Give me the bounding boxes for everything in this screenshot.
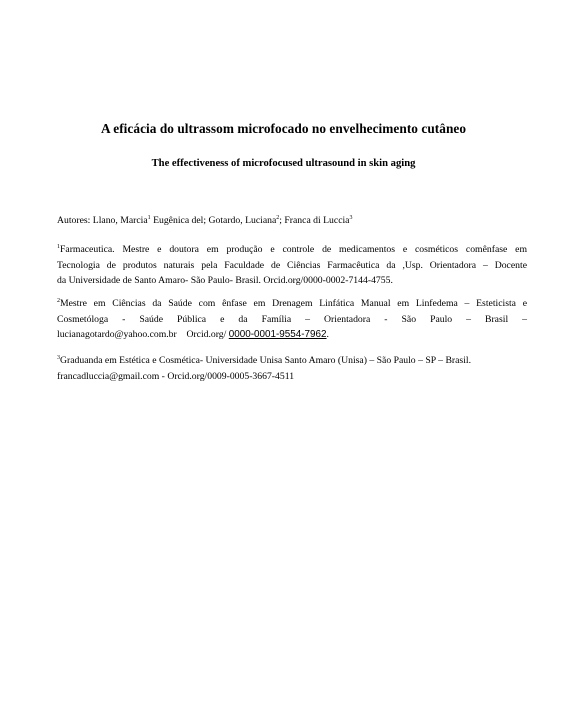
author-2-superscript: 2 <box>276 215 280 221</box>
authors-part-3: ; Franca di Luccia <box>279 215 350 226</box>
affiliation-2-line-2: Cosmetóloga - Saúde Pública e da Família – Orientadora - São Paulo – Brasil – <box>57 313 527 325</box>
authors-part-2: Eugênica del; Gotardo, Luciana <box>150 215 277 226</box>
affiliation-2-line-3 <box>57 327 527 343</box>
affiliation-2-text-1: Mestre em Ciências da Saúde com ênfase em Drenagem Linfática Manual em Linfedema – Esteticista e <box>60 298 527 309</box>
affiliation-3-line-2: francadluccia@gmail.com - Orcid.org/0009-0005-3667-4511 <box>57 370 295 382</box>
orcid-link[interactable]: 0000-0001-9554-7962 <box>228 329 327 340</box>
paper-title: A eficácia do ultrassom microfocado no envelhecimento cutâneo <box>100 121 467 136</box>
affiliation-1-superscript: 1 <box>57 244 60 250</box>
affiliation-1-line-2: Tecnologia de produtos naturais pela Faculdade de Ciências Farmacêutica da ,Usp. Orientadora – Docente <box>57 259 527 271</box>
authors-prefix: Autores: Llano, Marcia <box>57 215 148 226</box>
affiliation-2-superscript: 2 <box>57 298 60 304</box>
affiliation-3-superscript: 3 <box>57 355 60 361</box>
paper-subtitle-english: The effectiveness of microfocused ultrasound in skin aging <box>151 158 416 169</box>
affiliation-3 <box>57 353 527 384</box>
affiliation-2-line-1 <box>57 296 527 312</box>
affiliation-3-line-1 <box>57 353 527 369</box>
author-1-superscript: 1 <box>147 215 151 221</box>
author-list <box>57 214 517 227</box>
affiliation-2-period: . <box>326 329 329 340</box>
affiliation-2-email: lucianagotardo@yahoo.com.br Orcid.org/ <box>57 329 229 340</box>
affiliation-2 <box>57 296 527 343</box>
affiliation-1-text-1: Farmaceutica. Mestre e doutora em produção e controle de medicamentos e cosméticos comênfase em <box>60 244 527 255</box>
affiliation-1 <box>57 242 527 289</box>
author-3-superscript: 3 <box>349 215 353 221</box>
affiliation-3-text-1: Graduanda em Estética e Cosmética- Universidade Unisa Santo Amaro (Unisa) – São Paulo – SP – Brasil. <box>60 355 472 366</box>
affiliation-1-line-3: da Universidade de Santo Amaro- São Paulo- Brasil. Orcid.org/0000-0002-7144-4755. <box>57 275 393 286</box>
affiliation-1-line-1 <box>57 242 527 258</box>
